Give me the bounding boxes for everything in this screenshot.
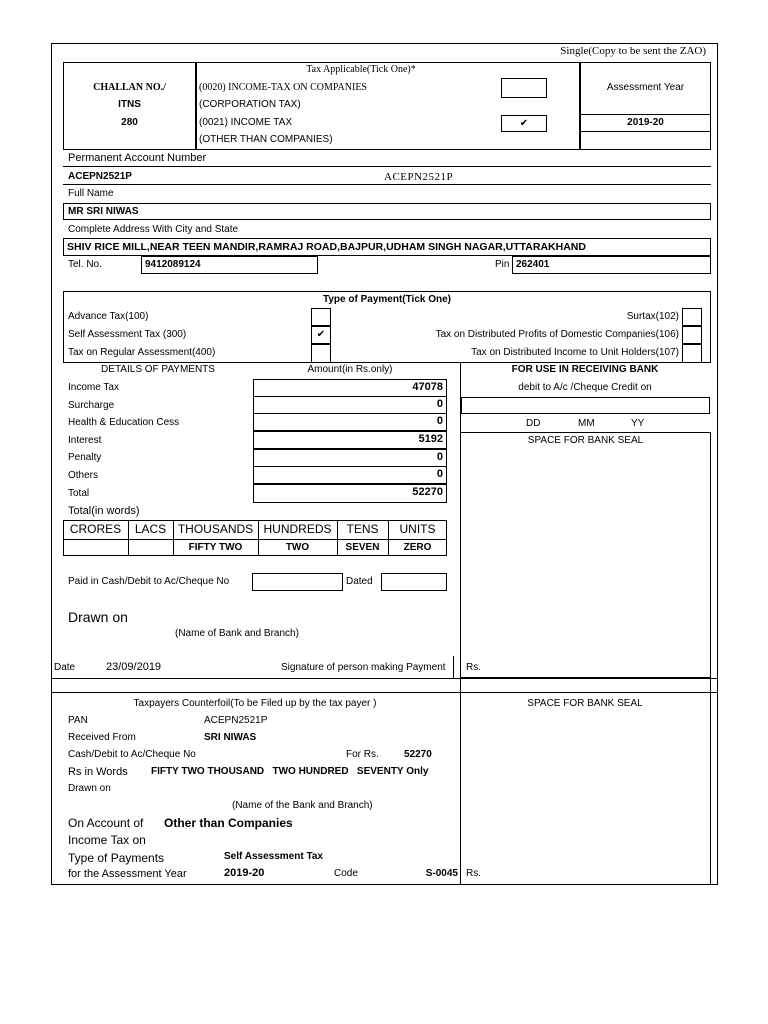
full-name-label: Full Name [68,188,114,199]
rs-label: Rs. [466,662,481,673]
option-companies-line2: (CORPORATION TAX) [199,99,301,110]
income-tax-label: Income Tax [68,382,119,393]
other-than-companies-checkbox[interactable] [501,115,547,132]
penalty-amount[interactable]: 0 [253,449,447,467]
on-account-value: Other than Companies [164,816,293,830]
full-name-field[interactable] [63,203,711,220]
on-account-label: On Account of [68,816,144,830]
cheque-number-field[interactable] [252,573,343,591]
words-header-thousands: THOUSANDS [177,522,254,536]
distributed-income-label: Tax on Distributed Income to Unit Holders(107) [471,347,679,358]
bank-seal-area [460,432,711,678]
credit-date-field[interactable] [461,397,710,414]
assessment-year-label: Assessment Year [606,82,685,93]
for-rs-label: For Rs. [346,749,379,760]
received-from-value: SRI NIWAS [204,732,257,743]
cess-amount[interactable]: 0 [253,413,447,431]
assessment-year-box [580,62,711,150]
penalty-label: Penalty [68,452,102,463]
counterfoil-drawn-on-label: Drawn on [68,783,111,794]
tick-icon: ✔ [519,118,529,129]
address-value: SHIV RICE MILL,NEAR TEEN MANDIR,RAMRAJ ROAD,BAJPUR,UDHAM SINGH NAGAR,UTTARAKHAND [67,241,586,253]
regular-assessment-label: Tax on Regular Assessment(400) [68,347,216,358]
dd-label: DD [526,418,541,429]
surcharge-amount[interactable]: 0 [253,396,447,414]
counterfoil-rs-label: Rs. [466,868,481,879]
pin-label: Pin [495,259,510,270]
words-header-units: UNITS [399,522,436,536]
mm-label: MM [578,418,595,429]
total-label: Total [68,488,90,499]
surcharge-label: Surcharge [68,400,115,411]
tax-applicable-label: Tax Applicable(Tick One)* [306,64,416,75]
pan-value: ACEPN2521P [68,171,132,182]
rs-in-words-value: FIFTY TWO THOUSAND TWO HUNDRED SEVENTY Only [151,766,429,777]
others-label: Others [68,470,99,481]
bank-use-title: FOR USE IN RECEIVING BANK [511,364,659,375]
advance-tax-label: Advance Tax(100) [68,311,149,322]
words-value-hundreds[interactable]: TWO [285,542,310,553]
tel-label: Tel. No. [68,259,102,270]
itns-label: ITNS [118,99,141,110]
date-value: 23/09/2019 [106,661,162,673]
self-assessment-label: Self Assessment Tax (300) [68,329,187,340]
signature-label: Signature of person making Payment [281,662,446,673]
cash-debit-label: Cash/Debit to Ac/Cheque No [68,749,196,760]
yy-label: YY [631,418,645,429]
address-label: Complete Address With City and State [68,224,239,235]
pan-label: Permanent Account Number [68,152,207,164]
surtax-label: Surtax(102) [626,311,679,322]
dated-field[interactable] [381,573,447,591]
distributed-profits-label: Tax on Distributed Profits of Domestic Companies(106) [435,329,679,340]
income-tax-on-label: Income Tax on [68,833,146,847]
rs-in-words-label: Rs in Words [68,766,128,778]
full-name-value: MR SRI NIWAS [68,206,139,217]
assessment-year-label-counterfoil: for the Assessment Year [68,868,187,880]
payment-type-title: Type of Payment(Tick One) [323,294,451,305]
income-tax-amount[interactable]: 47078 [253,379,447,397]
counterfoil-title: Taxpayers Counterfoil(To be Filed up by the tax payer ) [133,698,377,709]
words-header-crores: CRORES [69,522,122,536]
drawn-on-label: Drawn on [68,609,128,625]
paid-in-label: Paid in Cash/Debit to Ac/Cheque No [68,576,230,587]
bank-seal-label: SPACE FOR BANK SEAL [527,435,644,446]
cess-label: Health & Education Cess [68,417,180,428]
tick-icon: ✔ [316,329,326,340]
type-of-payments-label: Type of Payments [68,851,165,865]
debit-label: debit to A/c /Cheque Credit on [518,382,652,393]
regular-assessment-checkbox[interactable] [311,344,331,363]
received-from-label: Received From [68,732,136,743]
bank-branch-label: (Name of Bank and Branch) [175,628,299,639]
counterfoil-bank-seal-label: SPACE FOR BANK SEAL [527,698,643,709]
counterfoil-pan-label: PAN [68,715,88,726]
details-title: DETAILS OF PAYMENTS [101,364,215,375]
words-value-thousands[interactable]: FIFTY TWO [188,542,243,553]
type-of-payments-value: Self Assessment Tax [224,851,323,862]
total-amount[interactable]: 52270 [253,484,447,503]
words-header-hundreds: HUNDREDS [263,522,332,536]
total-words-label: Total(in words) [68,505,140,517]
distributed-profits-checkbox[interactable] [682,326,702,344]
tel-value: 9412089124 [145,259,201,270]
pan-display: ACEPN2521P [384,171,454,183]
advance-tax-checkbox[interactable] [311,308,331,326]
option-other-line2: (OTHER THAN COMPANIES) [199,134,333,145]
amount-header: Amount(in Rs.only) [307,364,393,375]
companies-checkbox[interactable] [501,78,547,98]
assessment-year-value-counterfoil: 2019-20 [224,867,265,879]
itns-number: 280 [121,117,138,128]
words-header-tens: TENS [346,522,379,536]
assessment-year-value: 2019-20 [627,117,664,128]
code-label: Code [334,868,358,879]
interest-amount[interactable]: 5192 [253,431,447,449]
option-other-line1: (0021) INCOME TAX [199,117,292,128]
surtax-checkbox[interactable] [682,308,702,326]
copy-note: Single(Copy to be sent the ZAO) [560,45,706,57]
pin-value: 262401 [516,259,550,270]
self-assessment-checkbox[interactable] [311,326,331,344]
for-rs-value: 52270 [404,749,432,760]
challan-no-label: CHALLAN NO./ [93,82,166,93]
words-value-units[interactable]: ZERO [403,542,432,553]
others-amount[interactable]: 0 [253,466,447,484]
option-companies-line1: (0020) INCOME-TAX ON COMPANIES [199,82,367,93]
date-label: Date [54,662,76,673]
words-value-tens[interactable]: SEVEN [345,542,380,553]
interest-label: Interest [68,435,102,446]
code-value: S-0045 [425,868,458,879]
distributed-income-checkbox[interactable] [682,344,702,363]
words-header-lacs: LACS [134,522,167,536]
counterfoil-bank-branch-label: (Name of the Bank and Branch) [232,800,373,811]
counterfoil-pan-value: ACEPN2521P [204,715,268,726]
dated-label: Dated [346,576,373,587]
